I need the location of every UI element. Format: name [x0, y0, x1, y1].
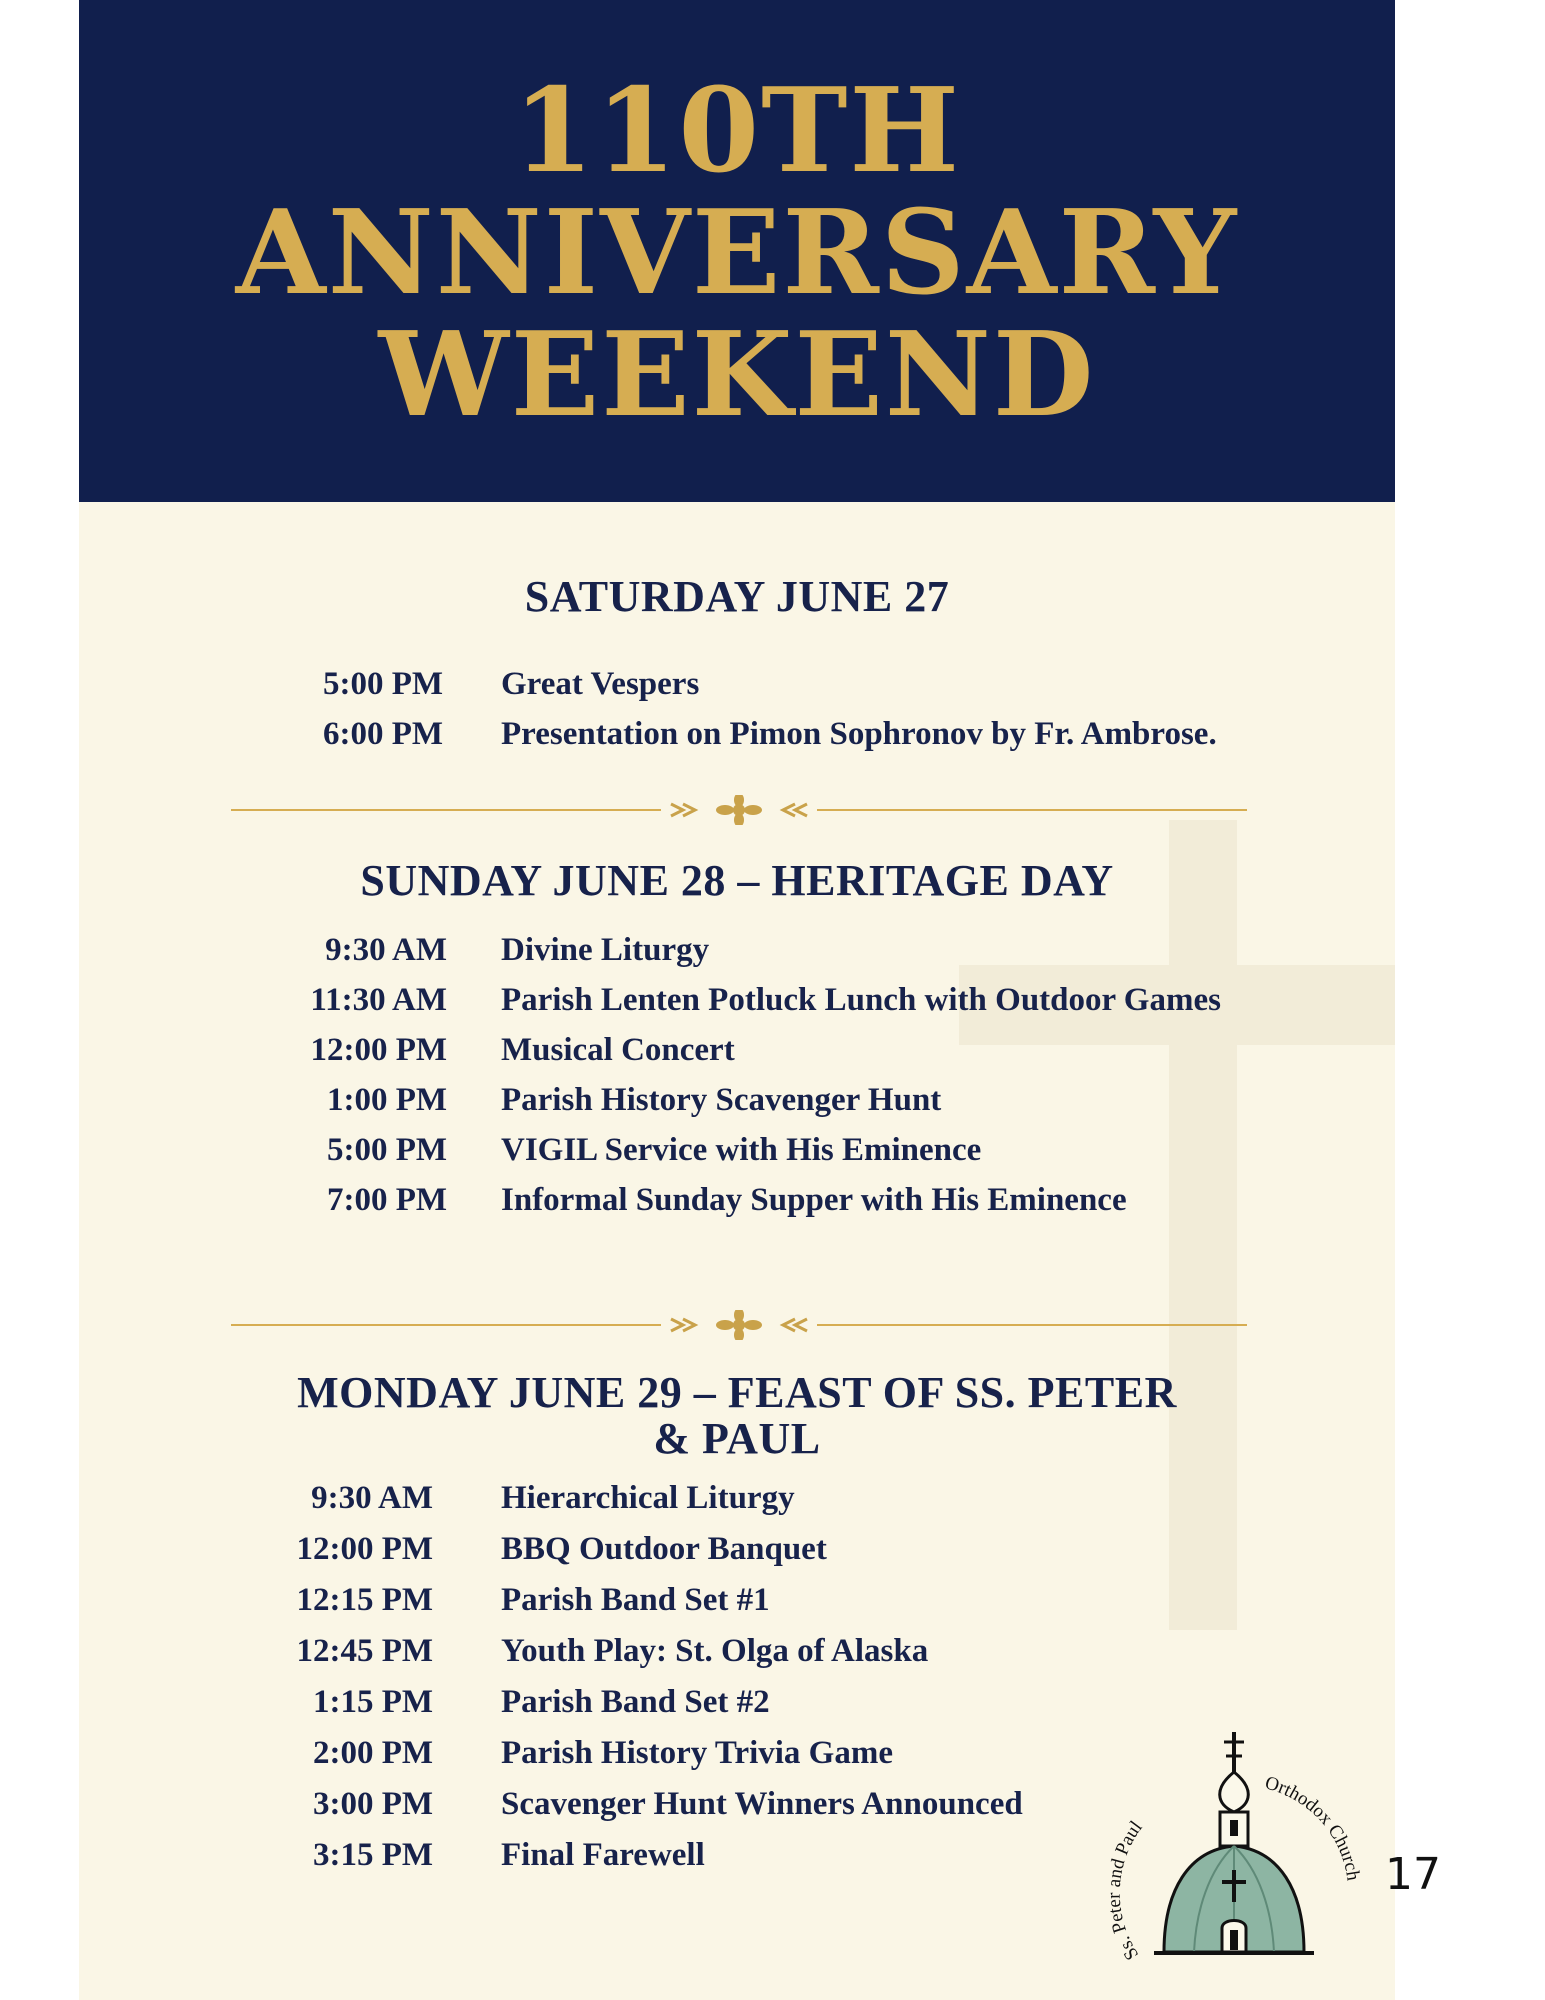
event-time: 7:00 PM: [326, 1182, 447, 1218]
event-time: 9:30 AM: [325, 932, 447, 968]
title-line-3: WEEKEND: [378, 307, 1096, 443]
title-banner: [79, 0, 1395, 502]
event-name: VIGIL Service with His Eminence: [501, 1132, 982, 1168]
event-name: Parish History Trivia Game: [501, 1735, 893, 1771]
event-name: Parish Band Set #2: [501, 1684, 770, 1720]
schedule-row: [79, 712, 1395, 756]
title-line-2: ANNIVERSARY: [235, 185, 1239, 321]
schedule-row: [79, 1128, 1395, 1172]
event-time: 5:00 PM: [326, 1132, 447, 1168]
event-time: 1:00 PM: [326, 1082, 447, 1118]
event-name: Parish Band Set #1: [501, 1582, 770, 1618]
event-time: 9:30 AM: [311, 1480, 433, 1516]
schedule-row: [79, 1527, 1395, 1571]
event-time: 12:00 PM: [310, 1032, 447, 1068]
event-name: Presentation on Pimon Sophronov by Fr. Ambrose.: [501, 716, 1217, 752]
page-title: [79, 63, 1395, 443]
event-time: 2:00 PM: [312, 1735, 433, 1771]
church-dome-icon: [1154, 1732, 1314, 1953]
program-page: [79, 0, 1395, 2000]
schedule-row: [79, 1680, 1395, 1724]
event-time: 11:30 AM: [310, 982, 447, 1018]
event-time: 12:15 PM: [296, 1582, 433, 1618]
monday-heading-line-2: & PAUL: [653, 1414, 821, 1463]
schedule-row: [79, 1629, 1395, 1673]
event-time: 3:00 PM: [312, 1786, 433, 1822]
event-name: Hierarchical Liturgy: [501, 1480, 795, 1516]
schedule-row: [79, 978, 1395, 1022]
event-time: 12:00 PM: [296, 1531, 433, 1567]
event-name: Divine Liturgy: [501, 932, 710, 968]
schedule-row: [79, 662, 1395, 706]
church-logo: [1084, 1720, 1384, 1980]
schedule-row: [79, 1578, 1395, 1622]
page-number: 17: [1385, 1849, 1441, 1900]
event-time: 12:45 PM: [296, 1633, 433, 1669]
monday-heading-line-1: MONDAY JUNE 29 – FEAST OF SS. PETER: [297, 1368, 1177, 1417]
event-name: Youth Play: St. Olga of Alaska: [501, 1633, 929, 1669]
event-name: Parish Lenten Potluck Lunch with Outdoor Games: [501, 982, 1221, 1018]
title-line-1: 110TH: [512, 63, 962, 199]
sunday-heading: SUNDAY JUNE 28 – HERITAGE DAY: [360, 856, 1114, 905]
event-name: Musical Concert: [501, 1032, 735, 1068]
schedule-row: [79, 1178, 1395, 1222]
saturday-heading: SATURDAY JUNE 27: [524, 572, 950, 621]
event-name: Great Vespers: [501, 666, 700, 702]
event-name: Scavenger Hunt Winners Announced: [501, 1786, 1023, 1822]
event-name: Informal Sunday Supper with His Eminence: [501, 1182, 1127, 1218]
schedule-row: [79, 928, 1395, 972]
schedule-row: [79, 1476, 1395, 1520]
monday-heading: [79, 1370, 1395, 1462]
ornamental-divider: [231, 1310, 1247, 1340]
ornamental-divider: [231, 795, 1247, 825]
event-name: BBQ Outdoor Banquet: [501, 1531, 827, 1567]
event-name: Final Farewell: [501, 1837, 705, 1873]
logo-arc-text-right: Orthodox Church: [1262, 1772, 1364, 1883]
event-time: 5:00 PM: [322, 666, 443, 702]
event-time: 1:15 PM: [312, 1684, 433, 1720]
event-time: 6:00 PM: [322, 716, 443, 752]
schedule-row: [79, 1028, 1395, 1072]
logo-arc-text-left: Ss. Peter and Paul: [1103, 1817, 1147, 1964]
event-time: 3:15 PM: [312, 1837, 433, 1873]
schedule-row: [79, 1078, 1395, 1122]
event-name: Parish History Scavenger Hunt: [501, 1082, 942, 1118]
